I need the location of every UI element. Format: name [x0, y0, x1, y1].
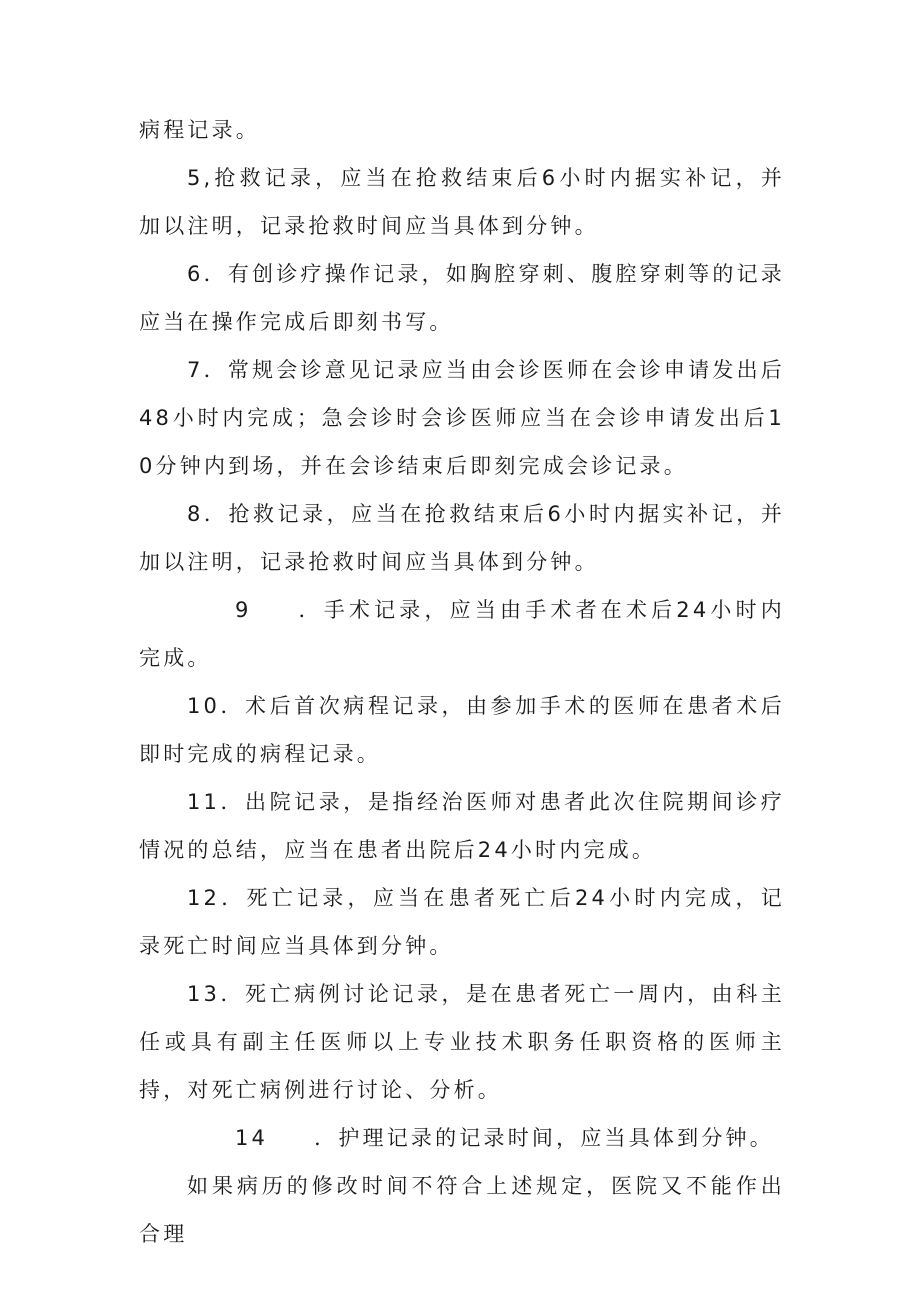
- paragraph-5-text: ．手术记录，应当由手术者在术后24小时内完成。: [139, 598, 785, 670]
- paragraph-11: 如果病历的修改时间不符合上述规定，医院又不能作出合理: [139, 1174, 785, 1246]
- document-body: [139, 106, 785, 1258]
- paragraph-8: 12．死亡记录，应当在患者死亡后24小时内完成，记录死亡时间应当具体到分钟。: [139, 886, 785, 958]
- paragraph-10-number: 14: [235, 1126, 269, 1150]
- paragraph-1: 5,抢救记录，应当在抢救结束后6小时内据实补记，并加以注明，记录抢救时间应当具体到分钟。: [139, 166, 785, 238]
- paragraph-9: 13．死亡病例讨论记录，是在患者死亡一周内，由科主任或具有副主任医师以上专业技术职务任职资格的医师主持，对死亡病例进行讨论、分析。: [139, 982, 785, 1102]
- paragraph-10-text: ．护理记录的记录时间，应当具体到分钟。: [314, 1126, 774, 1150]
- paragraph-0: 病程记录。: [139, 118, 260, 142]
- paragraph-6: 10．术后首次病程记录，由参加手术的医师在患者术后即时完成的病程记录。: [139, 694, 785, 766]
- paragraph-7: 11．出院记录，是指经治医师对患者此次住院期间诊疗情况的总结，应当在患者出院后24小时内完成。: [139, 790, 785, 862]
- paragraph-10: [139, 1114, 785, 1162]
- paragraph-5-number: 9: [235, 598, 252, 622]
- paragraph-3: 7．常规会诊意见记录应当由会诊医师在会诊申请发出后48小时内完成；急会诊时会诊医师应当在会诊申请发出后10分钟内到场，并在会诊结束后即刻完成会诊记录。: [139, 358, 785, 478]
- paragraph-5: [139, 586, 785, 682]
- paragraph-2: 6．有创诊疗操作记录，如胸腔穿刺、腹腔穿刺等的记录应当在操作完成后即刻书写。: [139, 262, 785, 334]
- paragraph-4: 8．抢救记录，应当在抢救结束后6小时内据实补记，并加以注明，记录抢救时间应当具体到分钟。: [139, 502, 785, 574]
